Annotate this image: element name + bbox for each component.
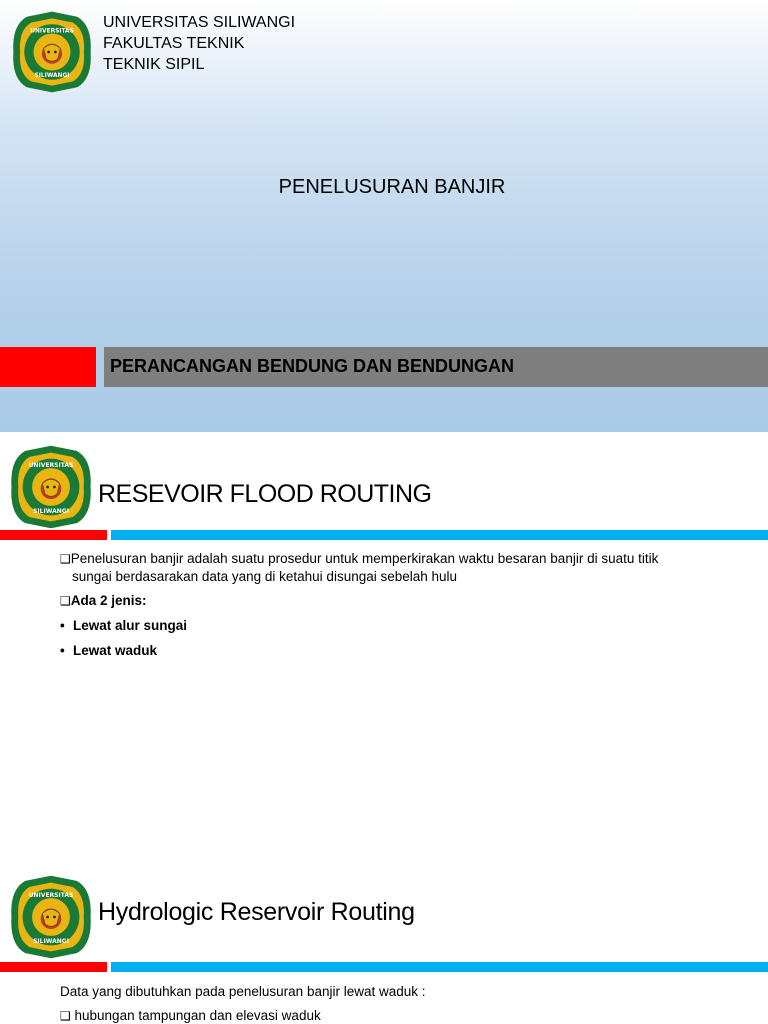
red-divider <box>0 962 107 972</box>
red-accent-block <box>0 347 96 387</box>
slide-heading: RESEVOIR FLOOD ROUTING <box>98 480 432 508</box>
list-item-text: Lewat alur sungai <box>73 618 188 633</box>
checkbox-icon: ❑ <box>60 552 71 566</box>
university-name: UNIVERSITAS SILIWANGI <box>103 14 296 31</box>
bullet-icon: • <box>60 643 65 658</box>
red-divider <box>0 530 107 540</box>
definition-paragraph <box>60 550 760 586</box>
university-header <box>103 12 295 75</box>
blue-divider <box>111 962 768 972</box>
paragraph-text: Ada 2 jenis: <box>70 593 147 608</box>
checkbox-icon: ❑ <box>60 594 71 608</box>
university-seal-icon <box>8 874 94 960</box>
slide-heading: Hydrologic Reservoir Routing <box>98 898 415 926</box>
list-item <box>60 643 157 658</box>
logo-text-bottom: SILIWANGI <box>33 507 69 515</box>
slide-subtitle: PERANCANGAN BENDUNG DAN BENDUNGAN <box>110 356 515 376</box>
faculty-name: FAKULTAS TEKNIK <box>103 35 245 52</box>
logo-text-top: UNIVERSITAS <box>30 28 74 35</box>
flood-routing-slide <box>0 432 768 862</box>
list-item-text: Lewat waduk <box>73 643 158 658</box>
list-item <box>60 618 187 633</box>
paragraph-text: hubungan tampungan dan elevasi waduk <box>70 1008 321 1023</box>
logo-text-bottom: SILIWANGI <box>34 73 70 80</box>
types-paragraph <box>60 592 760 610</box>
paragraph-line: sungai berdasarakan data yang di ketahui disungai sebelah hulu <box>72 569 458 584</box>
storage-elevation-item <box>60 1007 760 1024</box>
title-slide <box>0 0 768 432</box>
logo-text-bottom: SILIWANGI <box>33 937 69 945</box>
bullet-icon: • <box>60 618 65 633</box>
university-seal-icon <box>8 444 94 530</box>
reservoir-routing-slide <box>0 862 768 1024</box>
data-needed-paragraph: Data yang dibutuhkan pada penelusuran banjir lewat waduk : <box>60 984 426 999</box>
blue-divider <box>111 530 768 540</box>
logo-text-top: UNIVERSITAS <box>28 892 74 900</box>
paragraph-line: Penelusuran banjir adalah suatu prosedur untuk memperkirakan waktu besaran banjir di suatu titik <box>70 551 659 566</box>
department-name: TEKNIK SIPIL <box>103 56 205 73</box>
slide-title: PENELUSURAN BANJIR <box>278 176 506 198</box>
logo-text-top: UNIVERSITAS <box>28 462 74 470</box>
university-seal-icon <box>10 10 94 94</box>
checkbox-icon: ❑ <box>60 1009 71 1023</box>
